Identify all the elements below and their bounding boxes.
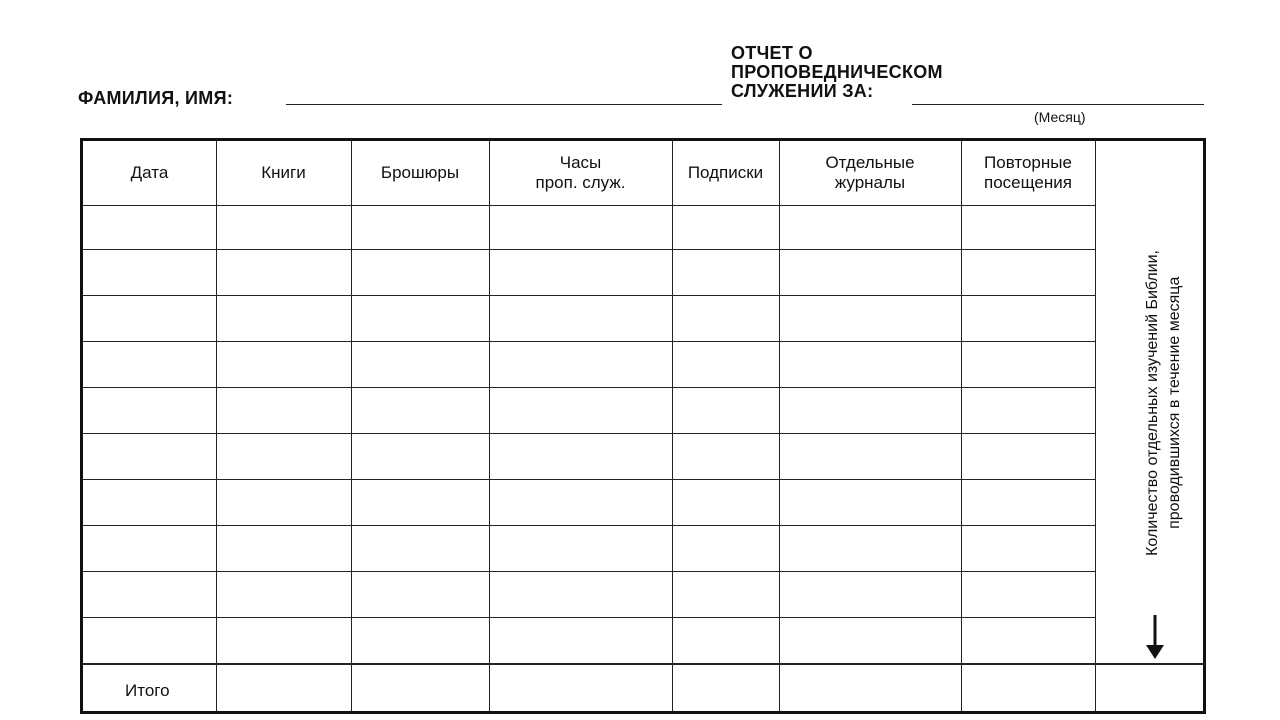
month-label: (Месяц): [1034, 109, 1086, 125]
month-field[interactable]: [912, 104, 1204, 105]
column-divider: [216, 141, 217, 711]
bible-studies-note-line: Количество отдельных изучений Библии,: [1144, 250, 1161, 556]
report-title: [731, 44, 943, 101]
column-divider: [489, 141, 490, 711]
report-title-line: СЛУЖЕНИИ ЗА:: [731, 81, 874, 101]
row-divider: [83, 295, 1095, 296]
column-divider: [351, 141, 352, 711]
row-divider: [83, 571, 1095, 572]
report-table: [80, 138, 1206, 714]
bible-studies-note: [1134, 193, 1194, 613]
row-divider: [83, 617, 1095, 618]
row-divider: [83, 525, 1095, 526]
row-divider: [83, 479, 1095, 480]
bible-studies-note-line: проводившихся в течение месяца: [1166, 276, 1183, 530]
total-row-label: Итого: [125, 681, 170, 700]
row-divider: [83, 387, 1095, 388]
column-header-return-visits: Повторные посещения: [984, 153, 1072, 192]
report-title-line: ОТЧЕТ О: [731, 43, 813, 63]
column-divider: [1095, 141, 1096, 711]
column-header-date: Дата: [130, 163, 169, 182]
total-row-divider: [83, 663, 1203, 665]
name-label: ФАМИЛИЯ, ИМЯ:: [78, 88, 234, 108]
row-divider: [83, 249, 1095, 250]
column-header-magazines: Отдельные журналы: [825, 153, 915, 192]
name-field[interactable]: [286, 104, 722, 105]
column-header-brochures: Брошюры: [380, 163, 460, 182]
row-divider: [83, 205, 1095, 206]
row-divider: [83, 341, 1095, 342]
row-divider: [83, 433, 1095, 434]
column-divider: [672, 141, 673, 711]
column-divider: [779, 141, 780, 711]
report-title-line: ПРОПОВЕДНИЧЕСКОМ: [731, 62, 943, 82]
column-divider: [961, 141, 962, 711]
column-header-subscriptions: Подписки: [687, 163, 764, 182]
column-header-hours: Часы проп. служ.: [535, 153, 626, 192]
down-arrow-icon: [1143, 613, 1167, 666]
column-header-books: Книги: [261, 163, 306, 182]
